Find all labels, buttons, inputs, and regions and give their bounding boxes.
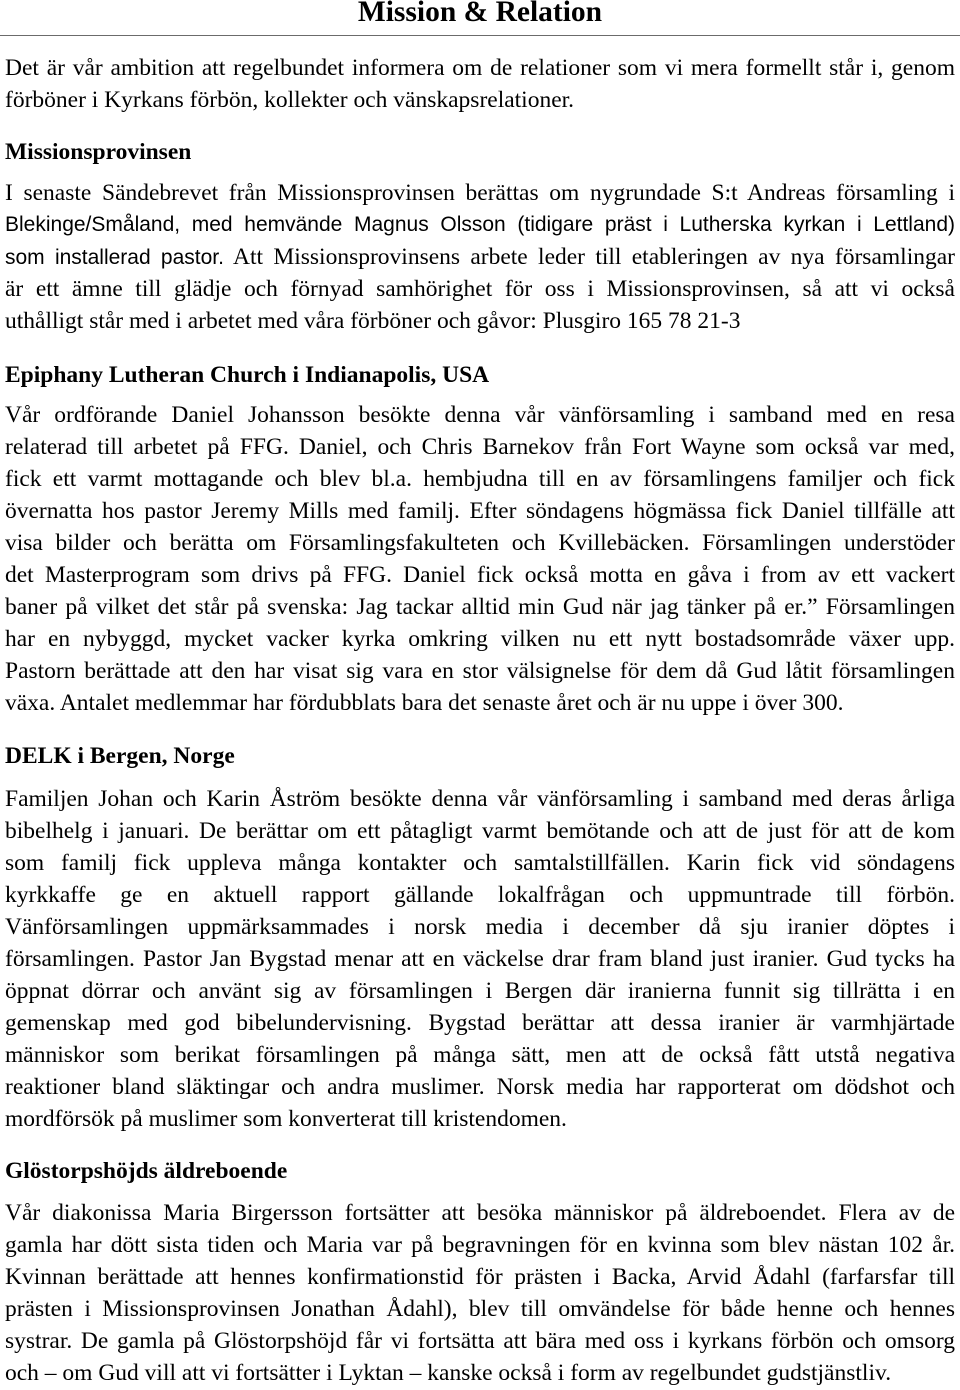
paragraph-line: församlingen. Pastor Jan Bygstad menar att en väckelse drar fram bland just iranier. Gud tycks ha <box>5 946 955 972</box>
paragraph-line: förböner i Kyrkans förbön, kollekter och vänskapsrelationer. <box>5 87 575 113</box>
paragraph-line: har en nybyggd, mycket vacker kyrka omkring vilken nu ett nytt bostadsområde växer upp. <box>5 626 955 652</box>
paragraph-line: det Masterprogram som drivs på FFG. Daniel fick också motta en gåva i from av ett vackert <box>5 562 955 588</box>
paragraph-missionsprovinsen <box>5 177 955 337</box>
paragraph-line: är ett ämne till glädje och förnyad samhörighet för oss i Missionsprovinsen, så att vi också <box>5 276 955 302</box>
inline-text: Att Missionsprovinsens arbete leder till etableringen av nya församlingar <box>232 244 955 270</box>
paragraph-epiphany <box>5 399 955 719</box>
paragraph-line: övernatta hos pastor Jeremy Mills med familj. Efter söndagens högmässa fick Daniel tillfälle att <box>5 498 955 524</box>
paragraph-line: Det är vår ambition att regelbundet informera om de relationer som vi mera formellt står i, genom <box>5 55 955 81</box>
section-heading-delk-bergen: DELK i Bergen, Norge <box>5 743 235 769</box>
section-heading-glostorpshojd: Glöstorpshöjds äldreboende <box>5 1158 288 1184</box>
paragraph-line: Vänförsamlingen uppmärksammades i norsk media i december då sju iranier döptes i <box>5 914 955 940</box>
paragraph-line: reaktioner bland släktingar och andra muslimer. Norsk media har rapporterat om dödshot och <box>5 1074 955 1100</box>
paragraph-line: som familj fick uppleva många kontakter och samtalstillfällen. Karin fick vid söndagens <box>5 850 955 876</box>
paragraph-line: Vår ordförande Daniel Johansson besökte denna vår vänförsamling i samband med en resa <box>5 402 955 428</box>
paragraph-line: Blekinge/Småland, med hemvände Magnus Olsson (tidigare präst i Lutherska kyrkan i Lettland) <box>5 213 955 236</box>
paragraph-line: Vår diakonissa Maria Birgersson fortsätter att besöka människor på äldreboendet. Flera av de <box>5 1200 955 1226</box>
paragraph-line: visa bilder och berätta om Församlingsfakulteten och Kvillebäcken. Församlingen understöder <box>5 530 955 556</box>
paragraph-line: uthålligt står med i arbetet med våra förböner och gåvor: Plusgiro 165 78 21-3 <box>5 308 741 334</box>
paragraph-line: gemenskap med god bibelundervisning. Bygstad berättar att dessa iranier är varmhjärtade <box>5 1010 955 1036</box>
paragraph-line: öppnat dörrar och använt sig av församlingen i Bergen där iranierna funnit sig tillrätta i en <box>5 978 955 1004</box>
paragraph-line: baner på vilket det står på svenska: Jag tackar alltid min Gud när jag tänker på er.” Församlingen <box>5 594 955 620</box>
section-heading-epiphany: Epiphany Lutheran Church i Indianapolis, USA <box>5 362 490 388</box>
paragraph-line: prästen i Missionsprovinsen Jonathan Ådahl), blev till omvändelse för både henne och hennes <box>5 1296 955 1322</box>
paragraph-line: Kvinnan berättade att hennes konfirmationstid för prästen i Backa, Arvid Ådahl (farfarsfar till <box>5 1264 955 1290</box>
section-heading-missionsprovinsen: Missionsprovinsen <box>5 139 192 165</box>
page-title: Mission & Relation <box>357 0 603 28</box>
paragraph-line <box>5 241 955 273</box>
inline-text: som installerad pastor. <box>5 246 224 269</box>
paragraph-line: växa. Antalet medlemmar har fördubblats bara det senaste året och är nu uppe i över 300. <box>5 690 844 716</box>
paragraph-line: människor som berikat församlingen på många sätt, men att de också fått utstå negativa <box>5 1042 955 1068</box>
paragraph-line: kyrkkaffe ge en aktuell rapport gällande lokalfrågan och uppmuntrade till förbön. <box>5 882 955 908</box>
paragraph-line: gamla har dött sista tiden och Maria var på begravningen för en kvinna som blev nästan 102 år. <box>5 1232 955 1258</box>
paragraph-line: I senaste Sändebrevet från Missionsprovinsen berättas om nygrundade S:t Andreas församling i <box>5 180 955 206</box>
paragraph-line: relaterad till arbetet på FFG. Daniel, och Chris Barnekov från Fort Wayne som också var med, <box>5 434 955 460</box>
paragraph-line: bibelhelg i januari. De berättar om ett påtagligt varmt bemötande och att de just för att de kom <box>5 818 955 844</box>
paragraph-line: och – om Gud vill att vi fortsätter i Lyktan – kanske också i form av regelbundet gudstjänstliv. <box>5 1360 892 1386</box>
paragraph-intro <box>5 52 955 116</box>
paragraph-delk-bergen <box>5 783 955 1135</box>
paragraph-line: Pastorn berättade att den har visat sig vara en stor välsignelse för dem då Gud låtit församlingen <box>5 658 955 684</box>
paragraph-glostorpshojd <box>5 1197 955 1389</box>
paragraph-line: mordförsök på muslimer som konverterat till kristendomen. <box>5 1106 567 1132</box>
paragraph-line: Familjen Johan och Karin Åström besökte denna vår vänförsamling i samband med deras årliga <box>5 786 955 812</box>
paragraph-line: fick ett varmt mottagande och blev bl.a. hembjudna till en av församlingens familjer och fick <box>5 466 955 492</box>
title-divider <box>0 35 960 36</box>
paragraph-line: systrar. De gamla på Glöstorpshöjd får vi fortsätta att bära med oss i kyrkans förbön och omsorg <box>5 1328 955 1354</box>
